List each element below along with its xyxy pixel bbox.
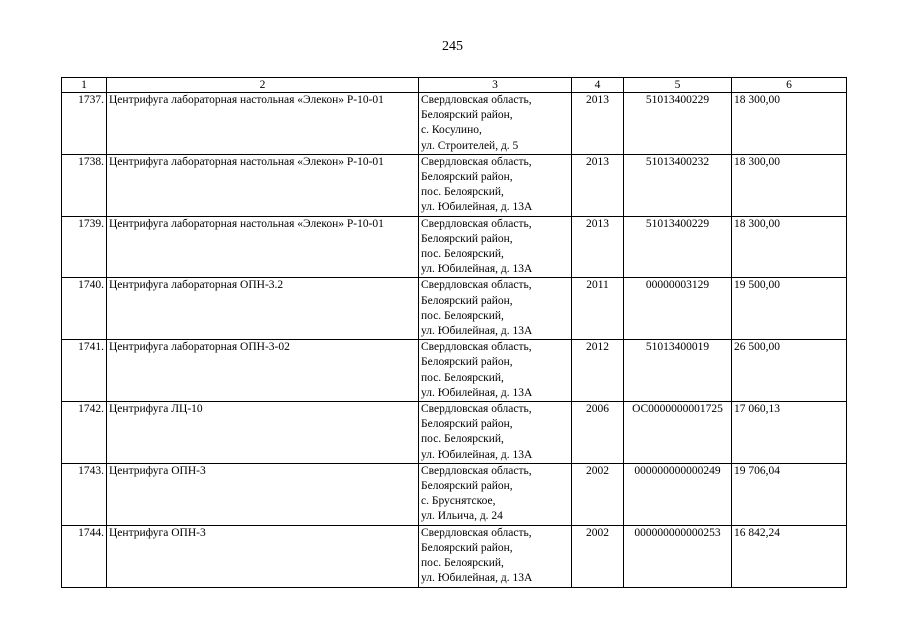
item-address <box>419 525 572 587</box>
address-line: ул. Юбилейная, д. 13А <box>421 325 533 338</box>
address-line: с. Бруснятское, <box>421 495 496 508</box>
column-header-number: 1 <box>62 78 107 93</box>
item-inventory-number: 51013400232 <box>624 154 732 216</box>
column-header-address: 3 <box>419 78 572 93</box>
address-line: Белоярский район, <box>421 232 513 245</box>
item-inventory-number: 51013400229 <box>624 93 732 155</box>
address-line: Свердловская область, <box>421 217 532 230</box>
item-address <box>419 463 572 525</box>
item-inventory-number: 000000000000253 <box>624 525 732 587</box>
item-address <box>419 402 572 464</box>
item-name: Центрифуга ОПН-3 <box>107 525 419 587</box>
address-line: пос. Белоярский, <box>421 371 504 384</box>
item-cost: 17 060,13 <box>732 402 847 464</box>
address-line: Свердловская область, <box>421 279 532 292</box>
address-line: пос. Белоярский, <box>421 186 504 199</box>
address-line: Белоярский район, <box>421 541 513 554</box>
address-line: Свердловская область, <box>421 403 532 416</box>
item-cost: 16 842,24 <box>732 525 847 587</box>
page-number: 245 <box>442 39 463 54</box>
item-name: Центрифуга ОПН-3 <box>107 463 419 525</box>
address-line: пос. Белоярский, <box>421 248 504 261</box>
item-cost: 19 706,04 <box>732 463 847 525</box>
address-line: ул. Строителей, д. 5 <box>421 139 519 152</box>
item-year: 2013 <box>572 154 624 216</box>
item-cost: 19 500,00 <box>732 278 847 340</box>
row-number: 1738. <box>62 154 107 216</box>
table-row <box>62 525 847 587</box>
row-number: 1743. <box>62 463 107 525</box>
address-line: ул. Юбилейная, д. 13А <box>421 386 533 399</box>
address-line: пос. Белоярский, <box>421 557 504 570</box>
row-number: 1740. <box>62 278 107 340</box>
address-line: Белоярский район, <box>421 109 513 122</box>
row-number: 1741. <box>62 340 107 402</box>
address-line: ул. Ильича, д. 24 <box>421 510 503 523</box>
item-inventory-number: 00000003129 <box>624 278 732 340</box>
item-name: Центрифуга лабораторная настольная «Элекон» Р-10-01 <box>107 93 419 155</box>
item-cost: 18 300,00 <box>732 216 847 278</box>
table-header-row <box>62 78 847 93</box>
address-line: Свердловская область, <box>421 155 532 168</box>
column-header-year: 4 <box>572 78 624 93</box>
item-cost: 18 300,00 <box>732 93 847 155</box>
item-name: Центрифуга лабораторная ОПН-3-02 <box>107 340 419 402</box>
address-line: Свердловская область, <box>421 526 532 539</box>
item-year: 2011 <box>572 278 624 340</box>
address-line: Белоярский район, <box>421 480 513 493</box>
table-row <box>62 154 847 216</box>
property-registry-table <box>61 77 847 588</box>
address-line: Белоярский район, <box>421 418 513 431</box>
address-line: Свердловская область, <box>421 341 532 354</box>
address-line: с. Косулино, <box>421 124 482 137</box>
item-year: 2002 <box>572 525 624 587</box>
address-line: ул. Юбилейная, д. 13А <box>421 448 533 461</box>
table-row <box>62 402 847 464</box>
item-inventory-number: 000000000000249 <box>624 463 732 525</box>
address-line: Свердловская область, <box>421 94 532 106</box>
item-address <box>419 154 572 216</box>
item-address <box>419 340 572 402</box>
address-line: пос. Белоярский, <box>421 433 504 446</box>
address-line: Свердловская область, <box>421 464 532 477</box>
item-inventory-number: 51013400229 <box>624 216 732 278</box>
table-row <box>62 93 847 155</box>
item-cost: 26 500,00 <box>732 340 847 402</box>
column-header-inventory: 5 <box>624 78 732 93</box>
item-address <box>419 216 572 278</box>
address-line: Белоярский район, <box>421 171 513 184</box>
item-address <box>419 93 572 155</box>
table-row <box>62 340 847 402</box>
item-year: 2013 <box>572 216 624 278</box>
column-header-cost: 6 <box>732 78 847 93</box>
item-name: Центрифуга лабораторная ОПН-3.2 <box>107 278 419 340</box>
item-address <box>419 278 572 340</box>
column-header-name: 2 <box>107 78 419 93</box>
item-inventory-number: 51013400019 <box>624 340 732 402</box>
row-number: 1737. <box>62 93 107 155</box>
item-year: 2012 <box>572 340 624 402</box>
address-line: ул. Юбилейная, д. 13А <box>421 572 533 585</box>
row-number: 1744. <box>62 525 107 587</box>
address-line: Белоярский район, <box>421 356 513 369</box>
item-year: 2006 <box>572 402 624 464</box>
address-line: пос. Белоярский, <box>421 309 504 322</box>
table-row <box>62 278 847 340</box>
item-cost: 18 300,00 <box>732 154 847 216</box>
table-row <box>62 463 847 525</box>
item-name: Центрифуга ЛЦ-10 <box>107 402 419 464</box>
address-line: Белоярский район, <box>421 294 513 307</box>
row-number: 1739. <box>62 216 107 278</box>
row-number: 1742. <box>62 402 107 464</box>
item-name: Центрифуга лабораторная настольная «Элекон» Р-10-01 <box>107 216 419 278</box>
item-inventory-number: ОС0000000001725 <box>624 402 732 464</box>
item-year: 2002 <box>572 463 624 525</box>
item-name: Центрифуга лабораторная настольная «Элекон» Р-10-01 <box>107 154 419 216</box>
table-row <box>62 216 847 278</box>
address-line: ул. Юбилейная, д. 13А <box>421 201 533 214</box>
item-year: 2013 <box>572 93 624 155</box>
address-line: ул. Юбилейная, д. 13А <box>421 263 533 276</box>
